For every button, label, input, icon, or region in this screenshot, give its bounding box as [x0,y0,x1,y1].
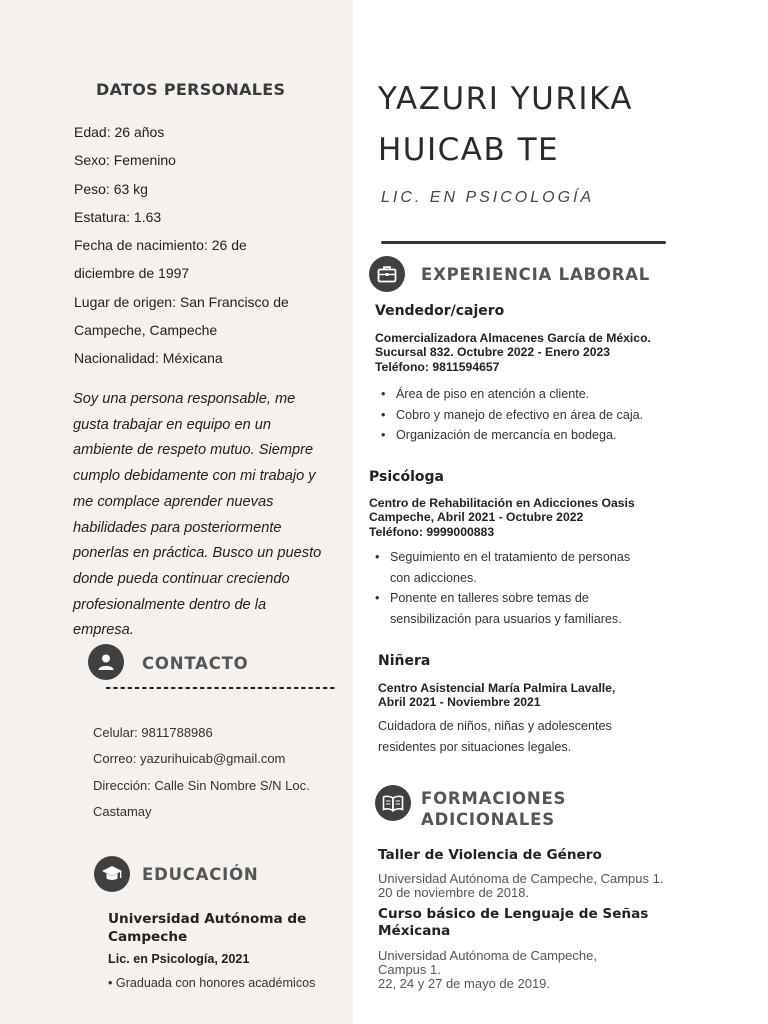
job-bullets [369,547,630,629]
course-description-line: Campus 1. [378,962,441,977]
job-description [378,716,612,758]
bio-line: ponerlas en práctica. Busco un puesto [73,545,322,562]
personal-age: Edad: 26 años [74,124,165,140]
contact-address-cont: Castamay [93,803,152,819]
education-note: • Graduada con honores académicos [108,976,316,990]
personal-data-list [74,118,344,373]
education-school-line: Universidad Autónoma de [108,911,307,927]
course-title: Taller de Violencia de Género [378,847,602,863]
bio-line: ambiente de respeto mutuo. Siempre [73,442,314,459]
bio-line: profesionalmente dentro de la [73,596,267,613]
job-description-line: Cuidadora de niños, niñas y adolescentes [378,719,612,733]
course-description-line: 22, 24 y 27 de mayo de 2019. [378,976,551,991]
list-item [369,588,630,629]
list-item-line: sensibilización para usuarios y familiares. [390,611,622,626]
job-company-line: Centro de Rehabilitación en Adicciones Oasis [369,496,635,510]
personal-weight: Peso: 63 kg [74,180,148,197]
bio-line: gusta trabajar en equipo en un [73,416,271,433]
personal-height: Estatura: 1.63 [74,208,162,225]
education-degree: Lic. en Psicología, 2021 [108,952,250,966]
list-item: • Organización de mercancía en bodega. [375,425,643,446]
bio-line: empresa. [73,622,134,639]
bio-line: donde pueda continuar creciendo [73,570,290,587]
personal-data-title: DATOS PERSONALES [96,80,286,99]
personal-origin-cont: Campeche, Campeche [74,322,218,339]
personal-birthdate-cont: diciembre de 1997 [74,265,190,282]
job-description-line: residentes por situaciones legales. [378,740,572,754]
contact-address: Dirección: Calle Sin Nombre S/N Loc. [93,777,310,793]
list-item: • Cobro y manejo de efectivo en área de caja. [375,405,643,426]
additional-title-line: ADICIONALES [421,810,555,829]
book-icon [375,785,411,821]
job-title: Psicóloga [369,469,444,485]
job-company-line: Teléfono: 9999000883 [369,524,495,539]
personal-nationality: Nacionalidad: Méxicana [74,350,223,367]
briefcase-icon [369,256,405,292]
course-title-line: Méxicana [378,922,451,939]
list-item [369,547,630,588]
list-item-line: • Ponente en talleres sobre temas de [390,591,589,605]
job-company-line: Teléfono: 9811594657 [375,359,500,374]
job-company-line: Campeche, Abril 2021 - Octubre 2022 [369,510,584,525]
personal-birthdate: Fecha de nacimiento: 26 de [74,237,247,254]
bio-line: me complace aprender nuevas [73,493,274,510]
bio-paragraph [73,387,348,644]
name-line: HUICAB TE [378,132,560,168]
bio-line: habilidades para posteriormente [73,519,282,536]
personal-origin: Lugar de origen: San Francisco de [74,293,289,310]
course-description-line: Universidad Autónoma de Campeche, [378,948,597,963]
job-company-line: Centro Asistencial María Palmira Lavalle, [378,681,616,695]
contact-title: CONTACTO [142,654,249,673]
list-item: • Área de piso en atención a cliente. [375,384,643,405]
name-line: YAZURI YURIKA [378,81,633,117]
professional-title: LIC. EN PSICOLOGÍA [381,189,595,206]
job-company [375,331,651,374]
additional-title-line: FORMACIONES [421,789,567,808]
course-description-line: 20 de noviembre de 2018. [378,885,530,900]
experience-title: EXPERIENCIA LABORAL [421,265,651,284]
course-description [378,872,663,900]
job-company-line: Abril 2021 - Noviembre 2021 [378,695,541,710]
user-icon [88,644,124,680]
bio-line: Soy una persona responsable, me [73,391,296,407]
additional-title [421,788,566,830]
course-description-line: Universidad Autónoma de Campeche, Campus 1. [378,871,664,886]
education-school [108,910,306,946]
job-company-line: Sucursal 832. Octubre 2022 - Enero 2023 [375,345,611,360]
education-title: EDUCACIÓN [142,865,259,884]
header-divider [381,241,666,244]
personal-sex: Sexo: Femenino [74,152,176,169]
contact-email: Correo: yazurihuicab@gmail.com [93,751,286,767]
graduation-cap-icon [94,856,130,892]
contact-phone: Celular: 9811788986 [93,725,213,740]
list-item-line: con adicciones. [390,570,477,585]
course-title [378,906,648,939]
job-title: Vendedor/cajero [375,303,505,319]
job-company [369,496,635,539]
full-name [378,74,633,176]
contact-divider: -------------------------------- [104,680,336,696]
job-bullets [375,384,643,446]
course-title-line: Curso básico de Lenguaje de Señas [378,906,649,922]
bio-line: cumplo debidamente con mi trabajo y [73,468,316,485]
list-item-line: • Seguimiento en el tratamiento de personas [390,550,631,564]
job-company [378,681,615,710]
contact-list [93,720,348,825]
job-title: Niñera [378,653,431,669]
job-company-line: Comercializadora Almacenes García de México. [375,331,651,345]
education-school-line: Campeche [108,929,188,945]
course-description [378,949,597,991]
